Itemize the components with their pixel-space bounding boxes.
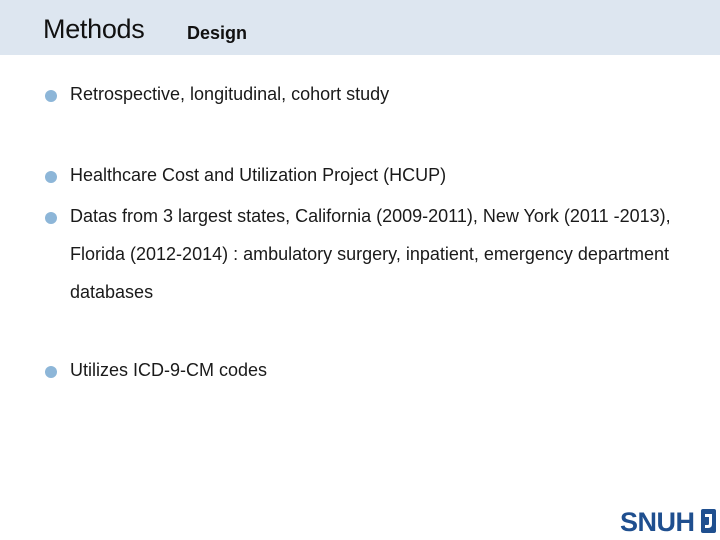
bullet-text: Datas from 3 largest states, California (2009-2011), New York (2011 -2013), Florida (2012-2014) : ambulatory surgery, inpatient, emergency department databases — [70, 206, 671, 302]
bullet-dot-icon — [45, 212, 57, 224]
bullet-text: Healthcare Cost and Utilization Project (HCUP) — [70, 165, 447, 185]
slide-subtitle: Design — [187, 23, 248, 43]
bullet-dot-icon — [45, 171, 57, 183]
bullet-dot-icon — [45, 90, 57, 102]
bullet-text: Retrospective, longitudinal, cohort study — [70, 84, 390, 104]
logo-text: SNUH — [620, 507, 695, 537]
snuh-logo — [620, 507, 716, 537]
hospital-emblem-icon — [700, 508, 717, 534]
slide-title: Methods — [43, 14, 145, 44]
bullet-text: Utilizes ICD-9-CM codes — [70, 360, 268, 380]
bullet-dot-icon — [45, 366, 57, 378]
